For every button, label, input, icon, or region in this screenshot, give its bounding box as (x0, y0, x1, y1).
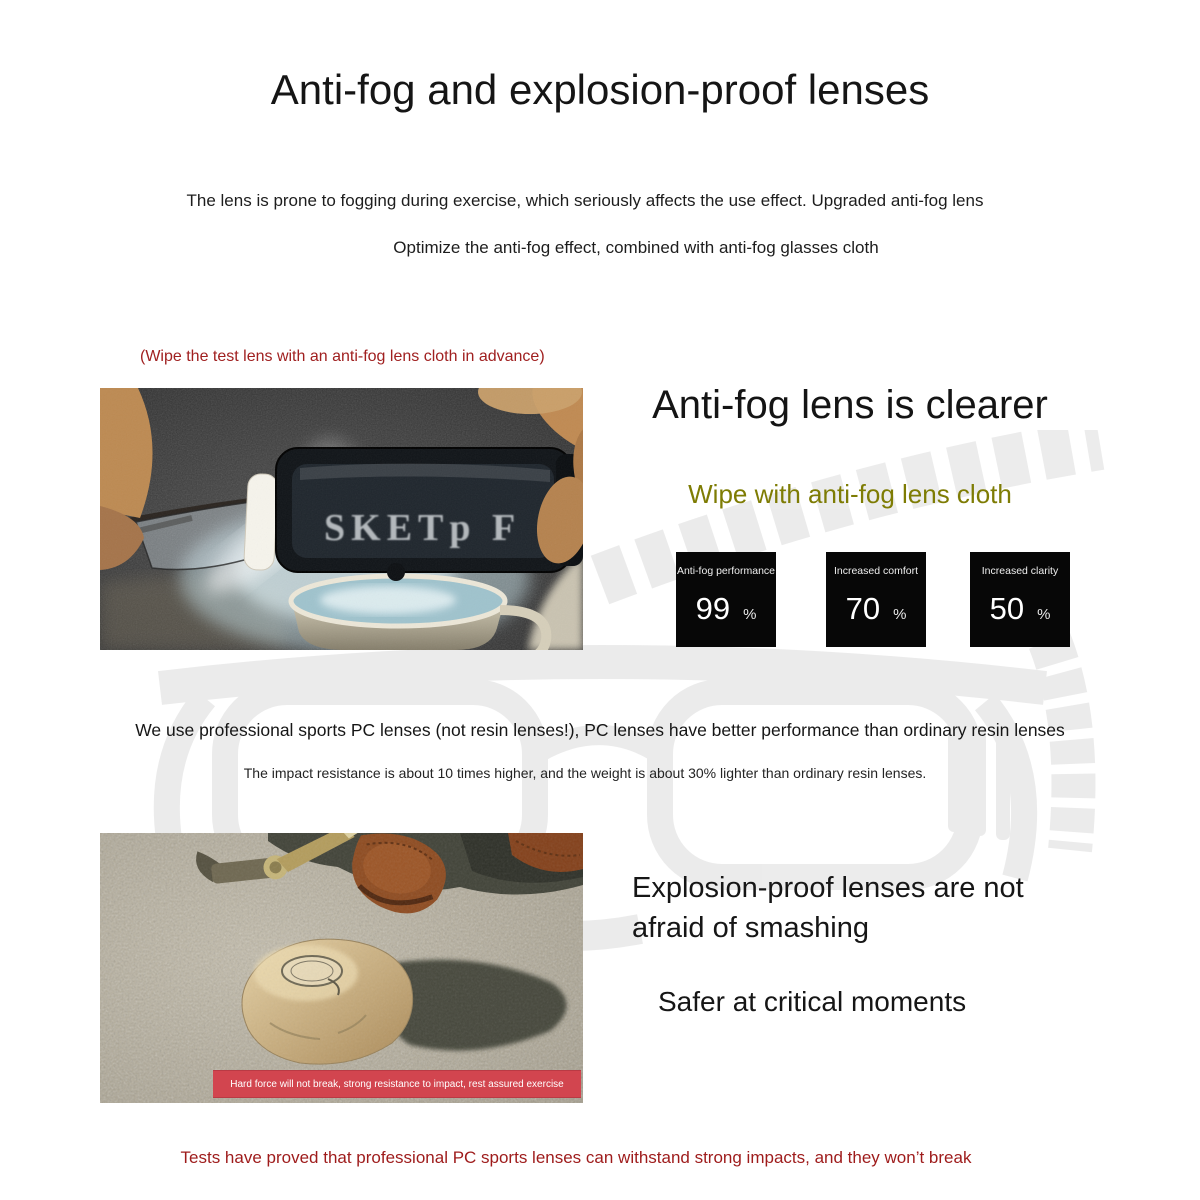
pc-lens-claim: We use professional sports PC lenses (not resin lenses!), PC lenses have better performance than ordinary resin lenses (135, 720, 1065, 740)
page-title: Anti-fog and explosion-proof lenses (270, 66, 930, 113)
stat-card-antifog-performance (676, 552, 776, 647)
impact-test-photo (100, 833, 583, 1103)
stat-value: 99 (695, 591, 731, 626)
stat-label: Increased clarity (981, 565, 1059, 577)
explosion-heading (632, 868, 1102, 948)
footer-note: Tests have proved that professional PC sports lenses can withstand strong impacts, and they won’t break (180, 1148, 972, 1167)
stat-label: Increased comfort (833, 565, 919, 577)
pc-lens-detail: The impact resistance is about 10 times higher, and the weight is about 30% lighter than ordinary resin lenses. (243, 765, 927, 781)
lens-print-text: SKETp F (324, 507, 522, 549)
stat-card-increased-clarity (970, 552, 1070, 647)
explosion-heading-line-2: afraid of smashing (632, 912, 869, 944)
stat-unit: % (1037, 606, 1051, 623)
stat-value: 50 (989, 591, 1025, 626)
stat-unit: % (893, 606, 907, 623)
explosion-subheading: Safer at critical moments (658, 986, 967, 1017)
antifog-subheading: Wipe with anti-fog lens cloth (688, 479, 1012, 509)
stat-unit: % (743, 606, 757, 623)
explosion-heading-line-1: Explosion-proof lenses are not (632, 872, 1024, 904)
antifog-note: (Wipe the test lens with an anti-fog lens cloth in advance) (140, 348, 545, 365)
stat-label: Anti-fog performance (676, 565, 776, 577)
intro-line-2: Optimize the anti-fog effect, combined with anti-fog glasses cloth (393, 238, 879, 257)
antifog-heading: Anti-fog lens is clearer (652, 383, 1048, 427)
intro-line-1: The lens is prone to fogging during exercise, which seriously affects the use effect. Upgraded anti-fog lens (186, 191, 984, 210)
antifog-demo-photo (100, 388, 583, 650)
stat-card-increased-comfort (826, 552, 926, 647)
impact-photo-caption: Hard force will not break, strong resistance to impact, rest assured exercise (213, 1070, 581, 1098)
stat-value: 70 (845, 591, 881, 626)
